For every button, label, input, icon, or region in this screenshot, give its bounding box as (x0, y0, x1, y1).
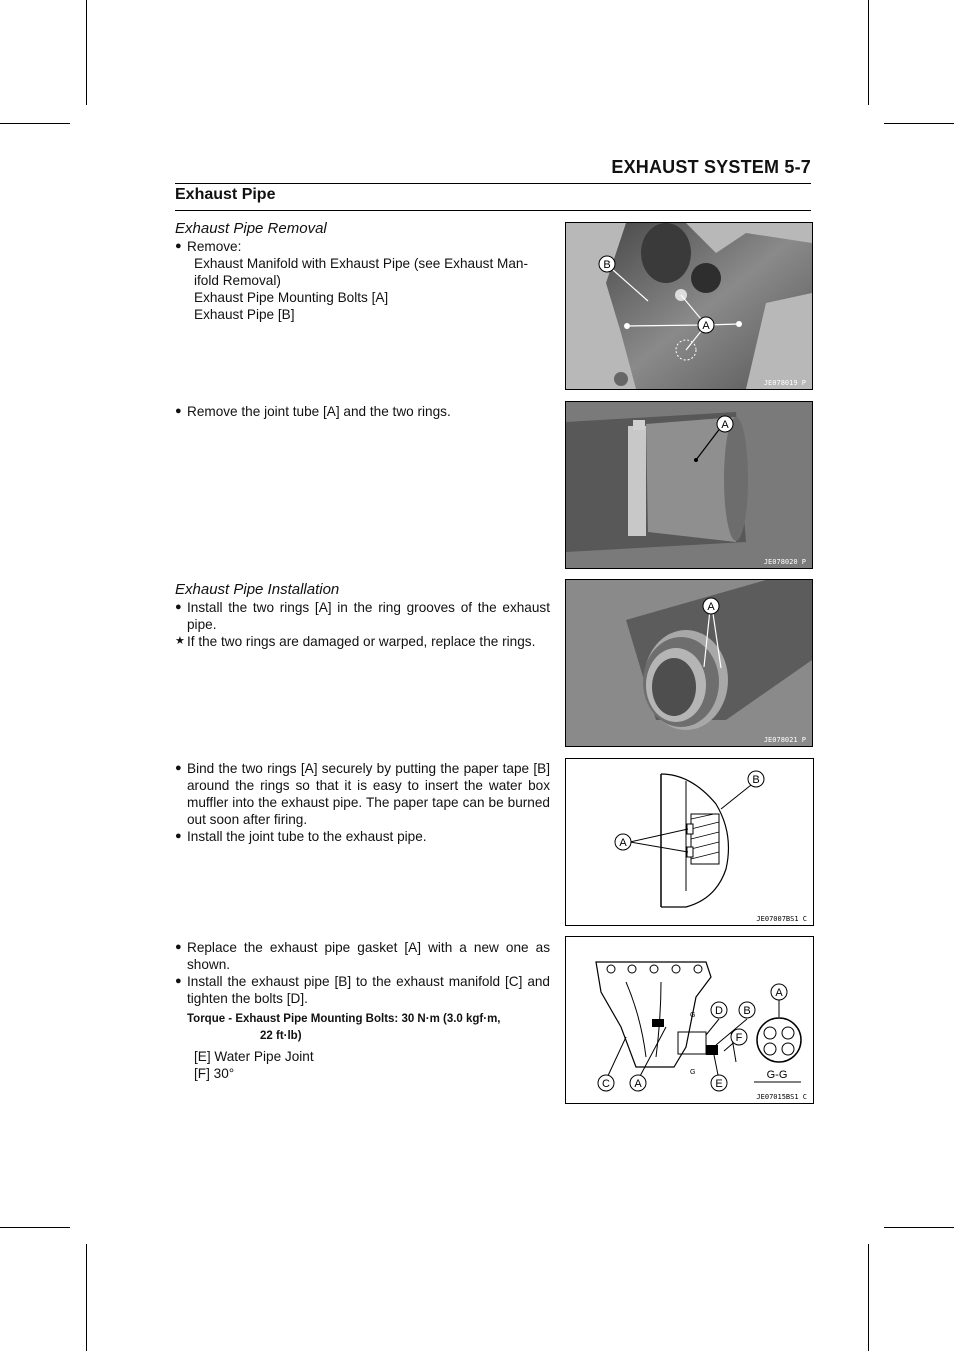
figure-manifold-drawing (565, 936, 814, 1104)
crop-mark (86, 1244, 87, 1351)
figure-label: A (707, 601, 715, 613)
install-bullet-rings: ● Install the two rings [A] in the ring grooves of the exhaust pipe. (175, 600, 550, 632)
crop-mark (868, 0, 869, 105)
removal-heading: Exhaust Pipe Removal (175, 220, 327, 237)
figure-label: D (715, 1005, 723, 1017)
crop-mark (0, 123, 70, 124)
bullet-dot-icon: ● (175, 405, 182, 417)
figure-code: JE078021 P (763, 736, 806, 744)
header-rule (175, 183, 811, 184)
figure-label: G (690, 1012, 696, 1019)
bullet-dot-icon: ● (175, 830, 182, 842)
section-rule (175, 210, 811, 211)
removal-bullet-remove: ● Remove: (175, 239, 242, 254)
figure-label: A (619, 837, 627, 849)
figure-rings-photo (565, 579, 813, 747)
figure-code: JE07015BS1 C (756, 1093, 807, 1101)
star-icon: ★ (175, 635, 185, 647)
figure-rings-drawing (565, 758, 814, 926)
figure-label: A (634, 1078, 642, 1090)
figure-label: A (702, 320, 710, 332)
bullet-dot-icon: ● (175, 601, 182, 613)
install-star-note: ★ If the two rings are damaged or warped, replace the rings. (175, 634, 536, 649)
figure-code: JE07007BS1 C (756, 915, 807, 923)
installation-heading: Exhaust Pipe Installation (175, 581, 340, 598)
removal-bullet-joint-tube: ● Remove the joint tube [A] and the two rings. (175, 404, 451, 419)
figure-joint-tube-photo (565, 401, 813, 569)
figure-label: B (743, 1005, 751, 1017)
section-title: Exhaust Pipe (175, 186, 276, 203)
figure-label: B (603, 259, 611, 271)
crop-mark (884, 123, 954, 124)
figure-label: A (721, 419, 729, 431)
crop-mark (0, 1227, 70, 1228)
figure-label: C (602, 1078, 610, 1090)
install-bullet-gasket: ● Replace the exhaust pipe gasket [A] with a new one as shown. (175, 940, 550, 972)
install-bullet-pipe: ● Install the exhaust pipe [B] to the exhaust manifold [C] and tighten the bolts [D]. (175, 974, 550, 1006)
removal-item: Exhaust Manifold with Exhaust Pipe (see Exhaust Man- (194, 256, 528, 271)
page-header-title: EXHAUST SYSTEM 5-7 (611, 157, 811, 177)
install-bullet-bind: ● Bind the two rings [A] securely by putting the paper tape [B] around the rings so that it is easy to insert the water box muffler into the exhaust pipe. The paper tape can be burned out soon after firing. (175, 761, 550, 827)
figure-label: F (735, 1032, 743, 1044)
install-bullet-joint: ● Install the joint tube to the exhaust pipe. (175, 829, 427, 844)
figure-code: JE078020 P (763, 558, 806, 566)
removal-item: ifold Removal) (194, 273, 281, 288)
bullet-dot-icon: ● (175, 941, 182, 953)
torque-spec-line2: 22 ft·lb) (260, 1030, 302, 1042)
bullet-dot-icon: ● (175, 975, 182, 987)
bullet-dot-icon: ● (175, 240, 182, 252)
figure-code: JE078019 P (763, 379, 806, 387)
figure-label: G (690, 1069, 696, 1076)
figure-label: A (775, 987, 783, 999)
legend-e: [E] Water Pipe Joint (194, 1049, 314, 1064)
bullet-dot-icon: ● (175, 762, 182, 774)
removal-item: Exhaust Pipe Mounting Bolts [A] (194, 290, 389, 305)
figure-label: G-G (766, 1069, 788, 1081)
figure-manifold-photo (565, 222, 813, 390)
figure-label: B (752, 774, 760, 786)
torque-spec-line1: Torque - Exhaust Pipe Mounting Bolts: 30 N·m (3.0 kgf·m, (187, 1013, 501, 1025)
crop-mark (868, 1244, 869, 1351)
figure-label: E (715, 1078, 723, 1090)
removal-item: Exhaust Pipe [B] (194, 307, 295, 322)
crop-mark (884, 1227, 954, 1228)
legend-f: [F] 30° (194, 1066, 235, 1081)
crop-mark (86, 0, 87, 105)
